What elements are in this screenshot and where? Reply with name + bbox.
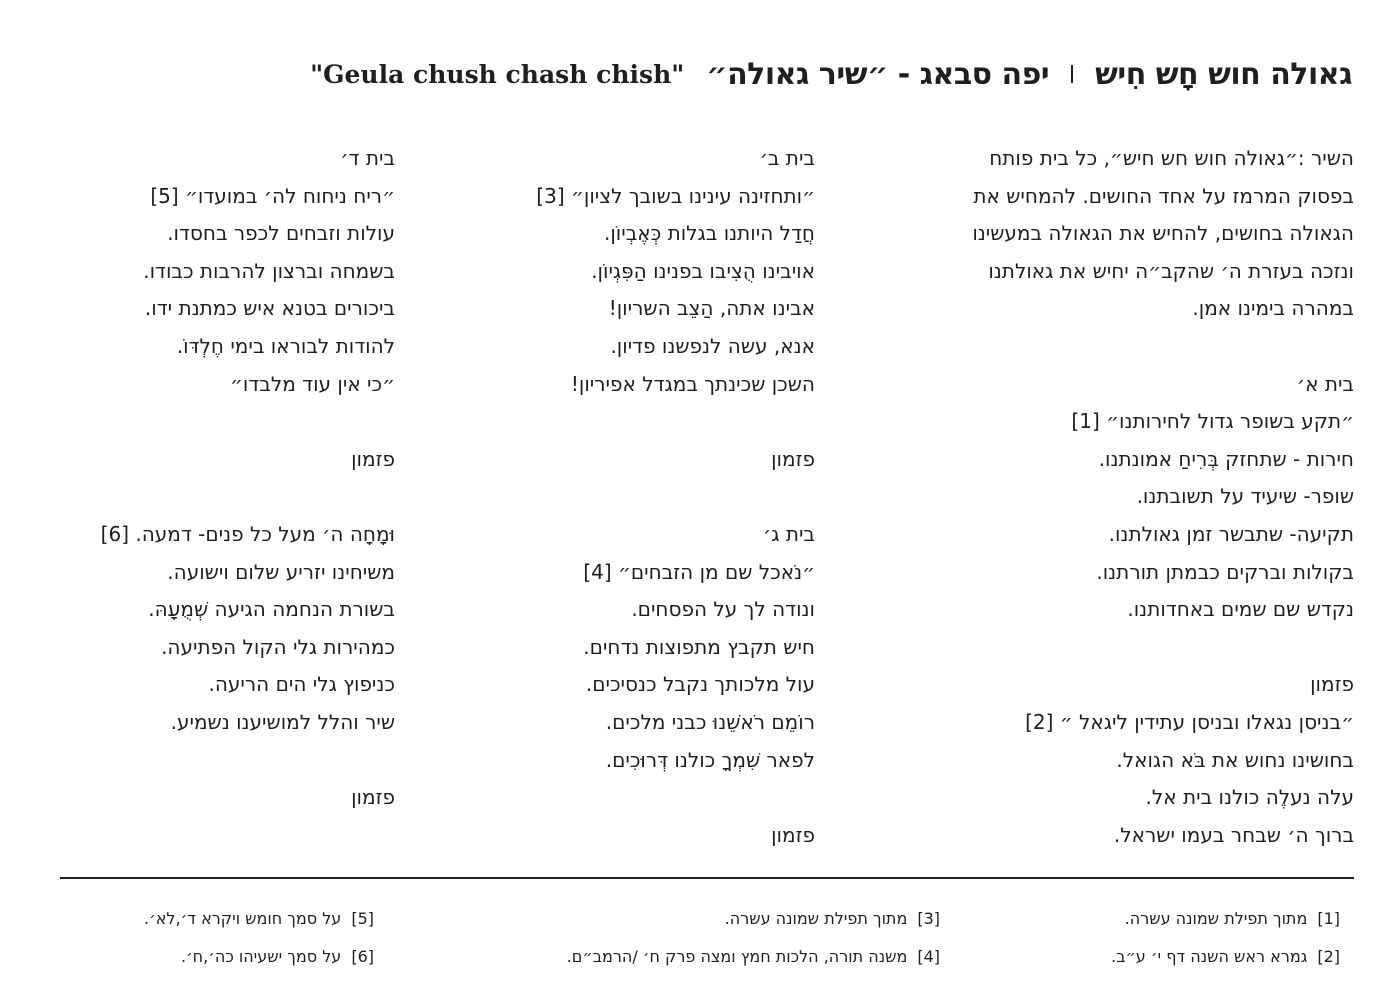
footnote-text: משנה תורה, הלכות חמץ ומצה פרק ח׳ /הרמב״ם. <box>566 947 908 966</box>
poem-line: עולות וזבחים לכפר בחסדו. <box>167 221 395 246</box>
footnote-item <box>74 900 374 938</box>
poem-line: השיר :״גאולה חוש חש חיש״, כל בית פותח <box>989 146 1354 170</box>
hebrew-subtitle: יפה סבאג - ״שיר גאולה״ <box>706 56 1050 92</box>
poem-line: פזמון <box>771 446 815 471</box>
poem-line: בשורת הנחמה הגיעה שְׁמֻעָהּ. <box>148 597 395 622</box>
stanza-gap <box>495 478 815 516</box>
poem-line: אנא, עשה לנפשנו פדיון. <box>610 333 815 358</box>
page-header <box>60 52 1352 96</box>
poem-line: לפאר שִׁמְךָ כולנו דְּרוּכִים. <box>605 747 815 772</box>
poem-line: ״תקע בשופר גדול לחירותנו״ [1] <box>1071 409 1354 434</box>
english-title: "Geula chush chash chish" <box>310 59 685 89</box>
poem-line: וּמָחָה ה׳ מעל כל פנים- דמעה. [6] <box>100 521 395 546</box>
poem-line: ונודה לך על הפסחים. <box>631 597 815 622</box>
poem-line: כמהירות גלי הקול הפתיעה. <box>161 634 395 659</box>
poem-line: הגאולה בחושים, להחיש את הגאולה במעשינו <box>972 221 1354 246</box>
footnotes-middle <box>480 900 940 976</box>
poem-line: שיר והלל למושיענו נשמיע. <box>170 709 395 734</box>
poem-line: עלה נעלֶה כולנו בית אל. <box>1145 785 1354 810</box>
poem-line: עול מלכותך נקבל כנסיכים. <box>585 672 815 697</box>
poem-line: במהרה בימינו אמן. <box>1192 296 1354 321</box>
poem-line: להודות לבוראו בימי חֶלְדּוֹ. <box>176 333 395 358</box>
poem-line: פזמון <box>771 822 815 847</box>
poem-line: כניפוץ גלי הים הריעה. <box>208 672 395 697</box>
footnote-item <box>480 938 940 976</box>
poem-line: בחושינו נחוש את בֹּא הגואל. <box>1116 747 1354 772</box>
poem-line: אבינו אתה, הַצֵב השריון! <box>608 296 815 321</box>
poem-line: רוֹמֵם רֹאשֵׁנוּ כבני מלכים. <box>605 709 815 734</box>
poem-line: פזמון <box>1310 672 1354 697</box>
poem-line: פזמון <box>351 446 395 471</box>
footnote-item <box>1010 900 1340 938</box>
footnote-number: [3] <box>917 909 940 928</box>
footnote-text: מתוך תפילת שמונה עשרה. <box>724 909 908 928</box>
poem-line: ״כי אין עוד מלבדו״ <box>230 371 395 396</box>
poem-column-middle <box>495 140 815 854</box>
poem-line: ״ריח ניחוח לה׳ במועדו״ [5] <box>150 183 395 208</box>
footnote-text: על סמך ישעיהו כה׳,ח׳. <box>180 947 342 966</box>
hebrew-title: גאולה חוש חָש חִיש <box>1095 56 1352 92</box>
poem-line: ונזכה בעזרת ה׳ שהקב״ה יחיש את גאולתנו <box>988 258 1354 283</box>
poem-line: בפסוק המרמז על אחד החושים. להמחיש את <box>973 183 1354 208</box>
stanza-gap <box>45 742 395 780</box>
poem-line: משיחינו יזריע שלום וישועה. <box>167 559 395 584</box>
poem-line: תקיעה- שתבשר זמן גאולתנו. <box>1108 521 1354 546</box>
poem-line: בית ב׳ <box>759 146 815 170</box>
stanza-gap <box>495 403 815 441</box>
footnote-text: מתוך תפילת שמונה עשרה. <box>1124 909 1308 928</box>
poem-line: בשמחה וברצון להרבות כבודו. <box>143 258 395 283</box>
poem-line: ברוך ה׳ שבחר בעמו ישראל. <box>1113 822 1354 847</box>
footnote-text: על סמך חומש ויקרא ד׳,לא׳. <box>143 909 342 928</box>
footnote-divider <box>60 877 1354 879</box>
footnote-number: [4] <box>917 947 940 966</box>
poem-line: ״נֹאכל שם מן הזבחים״ [4] <box>583 559 815 584</box>
poem-line: שופר- שיעיד על תשובתנו. <box>1136 484 1354 509</box>
poem-line: ״ותחזינה עינינו בשובך לציון״ [3] <box>536 183 815 208</box>
footnote-number: [6] <box>351 947 374 966</box>
footnotes-left <box>74 900 374 976</box>
stanza-gap <box>45 478 395 516</box>
footnote-number: [5] <box>351 909 374 928</box>
stanza-gap <box>495 779 815 817</box>
stanza-gap <box>884 629 1354 667</box>
poem-line: בית א׳ <box>1296 371 1354 396</box>
footnotes-right <box>1010 900 1340 976</box>
footnote-item <box>1010 938 1340 976</box>
poem-line: בית ג׳ <box>762 521 815 546</box>
poem-line: בית ד׳ <box>340 146 395 170</box>
stanza-gap <box>45 403 395 441</box>
footnote-text: גמרא ראש השנה דף י׳ ע״ב. <box>1111 947 1308 966</box>
poem-line: אויבינו הֻצִיבו בפנינו הַפִּגְיוֹן. <box>591 258 815 283</box>
title-separator <box>1071 65 1073 83</box>
footnote-item <box>480 900 940 938</box>
poem-line: נקדש שם שמים באחדותנו. <box>1127 597 1354 622</box>
poem-column-right <box>884 140 1354 854</box>
footnote-number: [1] <box>1317 909 1340 928</box>
poem-line: השכן שכינתך במגדל אפיריון! <box>570 371 815 396</box>
poem-line: ״בניסן נגאלו ובניסן עתידין ליגאל ״ [2] <box>1025 709 1354 734</box>
poem-line: ביכורים בטנא איש כמתנת ידו. <box>144 296 395 321</box>
footnote-item <box>74 938 374 976</box>
poem-column-left <box>45 140 395 817</box>
poem-line: פזמון <box>351 785 395 810</box>
poem-line: חירות - שתחזק בְּרִיחַ אמונתנו. <box>1098 446 1354 471</box>
poem-line: חֲדַל היותנו בגלות כְּאֶבְיוֹן. <box>603 221 815 246</box>
poem-line: חיש תקבץ מתפוצות נדחים. <box>583 634 815 659</box>
poem-line: בקולות וברקים כבמתן תורתנו. <box>1096 559 1354 584</box>
footnote-number: [2] <box>1317 947 1340 966</box>
stanza-gap <box>884 328 1354 366</box>
